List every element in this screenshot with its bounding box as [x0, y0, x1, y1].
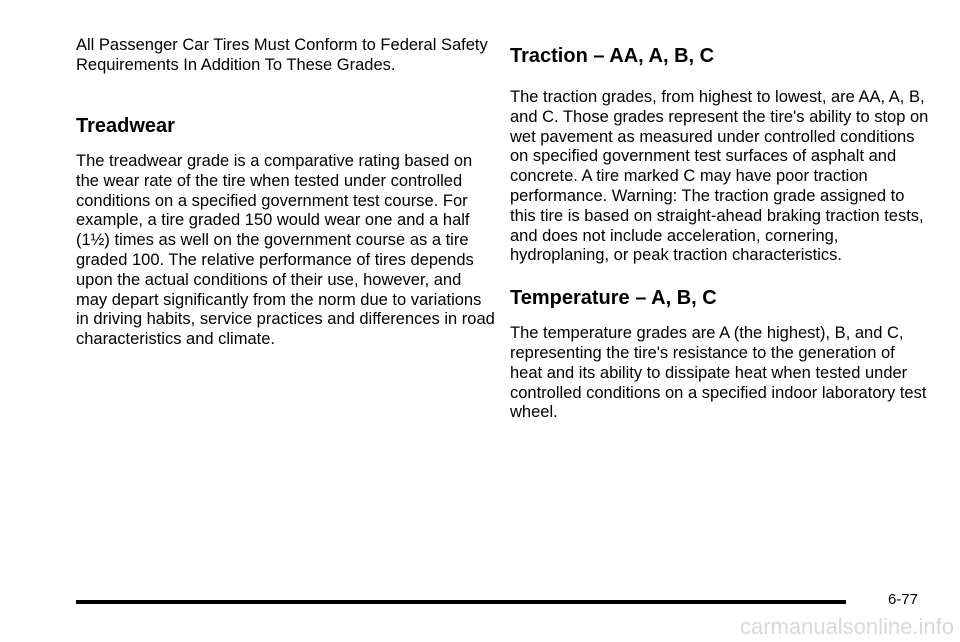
footer-rule [76, 600, 846, 604]
watermark: carmanualsonline.info [739, 614, 954, 639]
page-number: 6-77 [887, 591, 918, 608]
right-column [510, 36, 930, 423]
left-column [76, 36, 496, 350]
temperature-heading: Temperature – A, B, C [510, 287, 717, 310]
treadwear-heading: Treadwear [76, 115, 175, 137]
treadwear-paragraph: The treadwear grade is a comparative rating based on the wear rate of the tire when tested under controlled conditions on a specified government test course. For example, a tire graded 150 would wear one and a half (1½) times as well on the government course as a tire graded 100. The relative performance of tires depends upon the actual conditions of their use, however, and may depart significantly from the norm due to variations in driving habits, service practices and differences in road characteristics and climate. [76, 152, 495, 349]
temperature-paragraph: The temperature grades are A (the highest), B, and C, representing the tire's resistance to the generation of heat and its ability to dissipate heat when tested under controlled conditions on a specified indoor laboratory test wheel. [510, 324, 927, 422]
traction-heading: Traction – AA, A, B, C [510, 45, 715, 67]
intro-paragraph: All Passenger Car Tires Must Conform to Federal Safety Requirements In Addition To These Grades. [76, 36, 488, 74]
traction-paragraph: The traction grades, from highest to lowest, are AA, A, B, and C. Those grades represent the tire's ability to stop on wet pavement as measured under controlled conditions on specified government test surfaces of asphalt and concrete. A tire marked C may have poor traction performance. Warning: The traction grade assigned to this tire is based on straight-ahead braking traction tests, and does not include acceleration, cornering, hydroplaning, or peak traction characteristics. [510, 88, 929, 265]
